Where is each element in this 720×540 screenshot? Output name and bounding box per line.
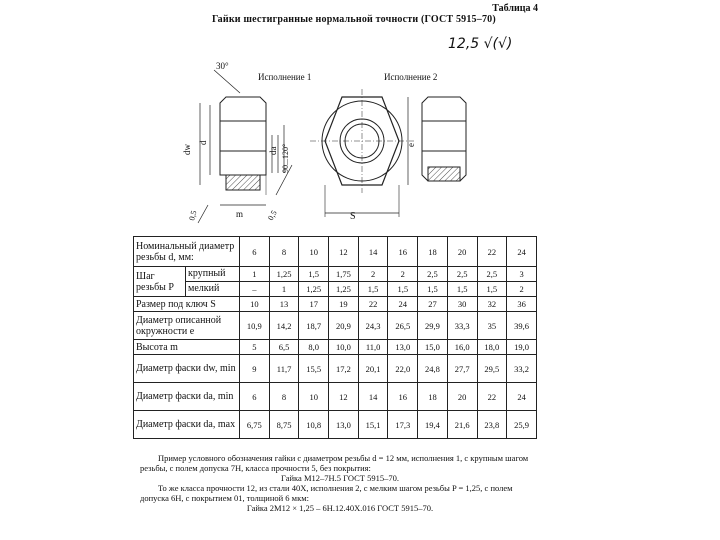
cell: 19,4 (418, 411, 448, 439)
roughness-symbol: 12,5 √(√) (448, 36, 513, 52)
cell: 9 (240, 355, 270, 383)
cell: 10 (299, 383, 329, 411)
cell: 11,7 (269, 355, 299, 383)
cell: 16 (388, 237, 418, 267)
cell: 2 (388, 267, 418, 282)
cell: 2,5 (418, 267, 448, 282)
table-row (134, 340, 537, 355)
cell: 1,5 (477, 282, 507, 297)
table-row (134, 312, 537, 340)
cell: 8,0 (299, 340, 329, 355)
cell: 8,75 (269, 411, 299, 439)
cell: 2 (358, 267, 388, 282)
row-label: Диаметр фаски dw, min (134, 355, 240, 383)
cell: 1 (269, 282, 299, 297)
row-label: Размер под ключ S (134, 297, 240, 312)
cell: 3 (507, 267, 537, 282)
designation-notes (140, 453, 540, 513)
cell: 22,0 (388, 355, 418, 383)
row-label: крупный (186, 267, 240, 282)
cell: 33,3 (447, 312, 477, 340)
cell: 25,9 (507, 411, 537, 439)
table-row (134, 411, 537, 439)
cell: 1,5 (388, 282, 418, 297)
row-label: Диаметр фаски da, min (134, 383, 240, 411)
cell: 1,25 (269, 267, 299, 282)
cell: 24 (507, 237, 537, 267)
cell: 30 (447, 297, 477, 312)
cell: 20,1 (358, 355, 388, 383)
cell: 17,2 (329, 355, 359, 383)
cell: 10,0 (329, 340, 359, 355)
note-example-2: То же класса прочности 12, из стали 40Х, исполнения 2, с мелким шагом резьбы P = 1,25, с полем допуска 6Н, с покрытием 01, толщиной 6 мкм: (140, 483, 513, 503)
cell: 18 (418, 237, 448, 267)
cell: 1,25 (299, 282, 329, 297)
cell: 39,6 (507, 312, 537, 340)
row-label: Диаметр фаски da, max (134, 411, 240, 439)
table-row (134, 355, 537, 383)
cell: 1,5 (447, 282, 477, 297)
cell: 22 (358, 297, 388, 312)
cell: 1 (240, 267, 270, 282)
cell: 24 (507, 383, 537, 411)
cell: 15,1 (358, 411, 388, 439)
cell: 24,8 (418, 355, 448, 383)
cell: 10 (299, 237, 329, 267)
cell: 13 (269, 297, 299, 312)
cell: 1,5 (418, 282, 448, 297)
variant-1-label: Исполнение 1 (258, 72, 312, 82)
side-view-variant-1 (198, 70, 292, 223)
cell: 15,0 (418, 340, 448, 355)
cell: 20 (447, 383, 477, 411)
cell: 14,2 (269, 312, 299, 340)
table-row (134, 297, 537, 312)
spec-table (133, 236, 537, 439)
cell: 8 (269, 237, 299, 267)
cell: 14 (358, 383, 388, 411)
label-m: m (236, 209, 244, 219)
table-number: Таблица 4 (492, 3, 538, 14)
row-label: Диаметр описанной окружности e (134, 312, 240, 340)
row-label: мелкий (186, 282, 240, 297)
cell: 10,8 (299, 411, 329, 439)
cell: 12 (329, 237, 359, 267)
cell: 13,0 (388, 340, 418, 355)
cell: 29,5 (477, 355, 507, 383)
cell: 29,9 (418, 312, 448, 340)
hex-top-view (310, 89, 414, 217)
cell: 1,5 (358, 282, 388, 297)
label-e: e (406, 143, 416, 147)
label-d: d (198, 140, 208, 145)
label-dw: dw (182, 144, 192, 155)
cell: 24 (388, 297, 418, 312)
table-row (134, 237, 537, 267)
cell: – (240, 282, 270, 297)
cell: 6 (240, 237, 270, 267)
row-label: Высота m (134, 340, 240, 355)
cell: 23,8 (477, 411, 507, 439)
cell: 14 (358, 237, 388, 267)
cell: 18,0 (477, 340, 507, 355)
cell: 15,5 (299, 355, 329, 383)
label-s: S (350, 211, 356, 222)
cell: 2,5 (477, 267, 507, 282)
cell: 1,75 (329, 267, 359, 282)
label-da: da (268, 146, 278, 155)
label-30-deg: 30° (216, 61, 229, 71)
variant-2-label: Исполнение 2 (384, 72, 438, 82)
table-row (134, 383, 537, 411)
cell: 19 (329, 297, 359, 312)
cell: 16,0 (447, 340, 477, 355)
label-chamfer-left: 0,5 (187, 209, 199, 222)
cell: 6,75 (240, 411, 270, 439)
cell: 27 (418, 297, 448, 312)
cell: 36 (507, 297, 537, 312)
note-example-1: Пример условного обозначения гайки с диаметром резьбы d = 12 мм, исполнения 1, с крупным шагом резьбы, с полем допуска 7Н, класса прочности 5, без покрытия: (140, 453, 529, 473)
cell: 26,5 (388, 312, 418, 340)
row-label: Номинальный диаметр резьбы d, мм: (134, 237, 240, 267)
cell: 18,7 (299, 312, 329, 340)
cell: 12 (329, 383, 359, 411)
cell: 10 (240, 297, 270, 312)
cell: 32 (477, 297, 507, 312)
label-chamfer-right: 0,5 (265, 208, 279, 222)
cell: 16 (388, 383, 418, 411)
table-row (134, 282, 537, 297)
side-view-variant-2 (422, 97, 466, 181)
page-title: Гайки шестигранные нормальной точности (ГОСТ 5915–70) (212, 14, 496, 25)
cell: 27,7 (447, 355, 477, 383)
cell: 5 (240, 340, 270, 355)
cell: 10,9 (240, 312, 270, 340)
cell: 2,5 (447, 267, 477, 282)
pitch-label: Шаг резьбы P (134, 267, 186, 297)
cell: 20,9 (329, 312, 359, 340)
cell: 17,3 (388, 411, 418, 439)
cell: 17 (299, 297, 329, 312)
nut-drawing (180, 55, 480, 235)
label-90-120: 90...120° (281, 143, 290, 173)
cell: 13,0 (329, 411, 359, 439)
cell: 18 (418, 383, 448, 411)
note-designation-2: Гайка 2М12 × 1,25 – 6Н.12.40Х.016 ГОСТ 5915–70. (246, 503, 434, 513)
cell: 21,6 (447, 411, 477, 439)
cell: 11,0 (358, 340, 388, 355)
cell: 22 (477, 383, 507, 411)
cell: 33,2 (507, 355, 537, 383)
cell: 2 (507, 282, 537, 297)
cell: 8 (269, 383, 299, 411)
cell: 20 (447, 237, 477, 267)
cell: 19,0 (507, 340, 537, 355)
cell: 6 (240, 383, 270, 411)
cell: 35 (477, 312, 507, 340)
cell: 1,5 (299, 267, 329, 282)
cell: 22 (477, 237, 507, 267)
note-designation-1: Гайка М12–7Н.5 ГОСТ 5915–70. (281, 473, 399, 483)
cell: 1,25 (329, 282, 359, 297)
table-row (134, 267, 537, 282)
cell: 24,3 (358, 312, 388, 340)
cell: 6,5 (269, 340, 299, 355)
